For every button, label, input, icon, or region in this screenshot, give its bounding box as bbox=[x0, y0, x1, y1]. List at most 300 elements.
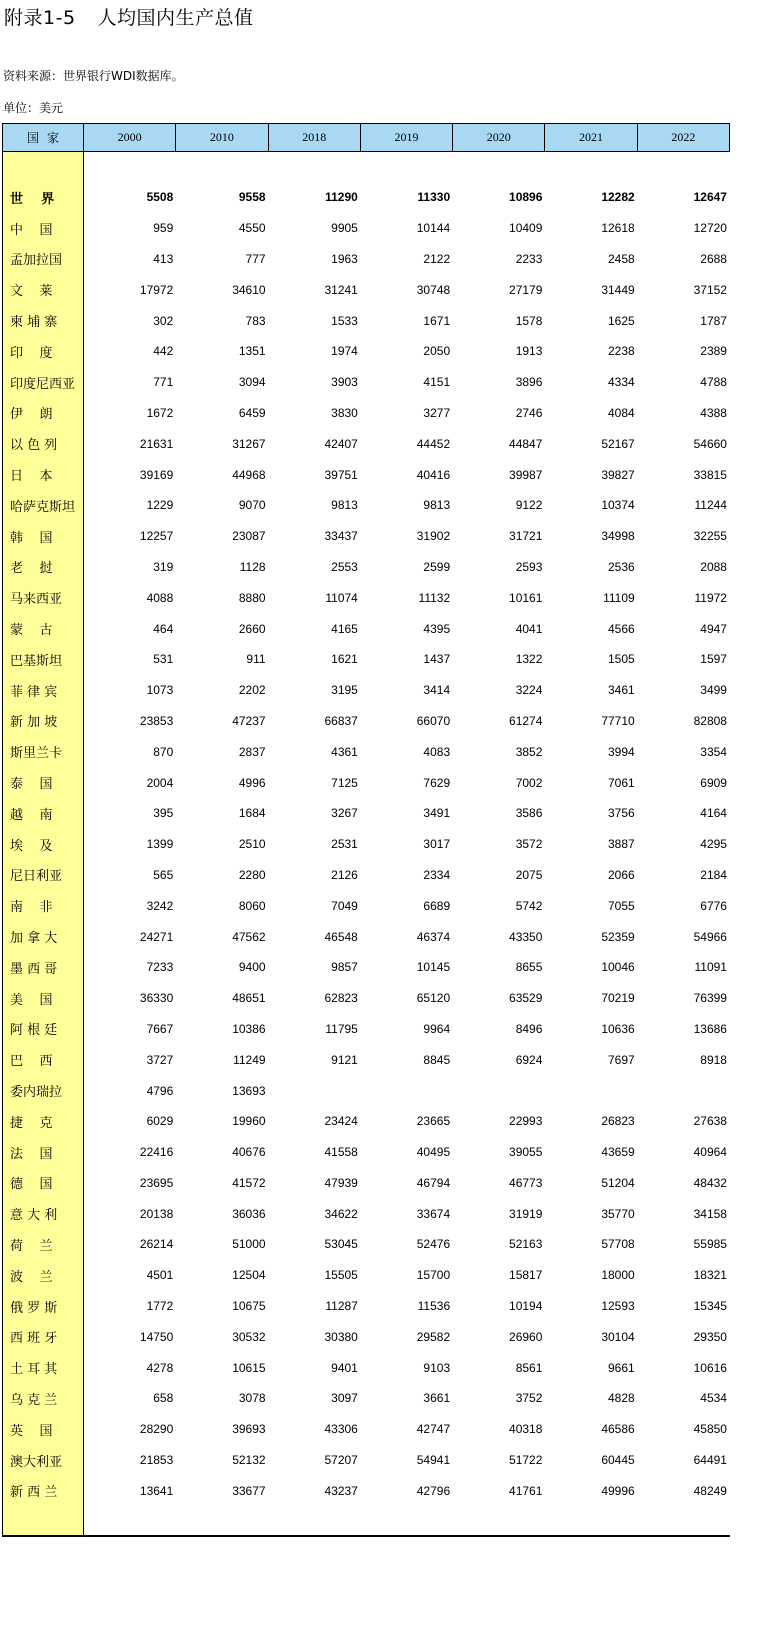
gdp-value-cell: 46374 bbox=[416, 929, 451, 944]
table-body bbox=[2, 182, 730, 1506]
gdp-value-cell: 1229 bbox=[146, 498, 174, 513]
gdp-value-cell: 44452 bbox=[416, 436, 451, 451]
gdp-value-cell: 43237 bbox=[324, 1483, 358, 1498]
gdp-value-cell: 442 bbox=[153, 344, 174, 359]
gdp-value-cell: 42407 bbox=[324, 436, 358, 451]
table-row bbox=[2, 798, 730, 829]
gdp-value-cell: 4164 bbox=[700, 806, 727, 821]
gdp-value-cell: 39169 bbox=[139, 467, 174, 482]
gdp-value-cell: 39055 bbox=[509, 1145, 543, 1160]
gdp-value-cell: 4041 bbox=[515, 621, 543, 636]
gdp-value-cell: 1672 bbox=[146, 405, 174, 420]
table-row bbox=[2, 829, 730, 860]
gdp-value-cell: 1671 bbox=[423, 313, 451, 328]
gdp-value-cell: 40676 bbox=[232, 1145, 266, 1160]
gdp-value-cell: 36036 bbox=[232, 1206, 266, 1221]
gdp-value-cell: 15700 bbox=[416, 1268, 451, 1283]
table-header bbox=[2, 123, 730, 152]
gdp-value-cell: 11249 bbox=[233, 1052, 266, 1067]
table-row bbox=[2, 1260, 730, 1291]
gdp-value-cell: 55985 bbox=[693, 1237, 727, 1252]
gdp-value-cell: 1505 bbox=[607, 652, 635, 667]
year-header: 2022 bbox=[638, 124, 730, 151]
year-header: 2018 bbox=[269, 124, 361, 151]
country-name: 文 莱 bbox=[10, 284, 53, 300]
country-name: 土 耳 其 bbox=[10, 1362, 58, 1378]
gdp-value-cell: 9964 bbox=[423, 1021, 451, 1036]
country-name: 西 班 牙 bbox=[10, 1331, 58, 1347]
gdp-value-cell: 12257 bbox=[139, 529, 174, 544]
gdp-value-cell: 51204 bbox=[601, 1175, 635, 1190]
gdp-value-cell: 52476 bbox=[416, 1237, 451, 1252]
gdp-value-cell: 2126 bbox=[331, 867, 358, 882]
gdp-value-cell: 7055 bbox=[607, 898, 635, 913]
gdp-value-cell: 30380 bbox=[324, 1329, 358, 1344]
table-row bbox=[2, 613, 730, 644]
gdp-value-cell: 12618 bbox=[601, 221, 635, 236]
gdp-value-cell: 13686 bbox=[693, 1021, 727, 1036]
country-name: 韩 国 bbox=[10, 530, 53, 546]
country-name: 阿 根 廷 bbox=[10, 1023, 58, 1039]
gdp-value-cell: 82808 bbox=[693, 713, 727, 728]
gdp-value-cell: 31449 bbox=[601, 282, 635, 297]
gdp-value-cell: 771 bbox=[153, 375, 174, 390]
gdp-value-cell: 3097 bbox=[331, 1391, 358, 1406]
gdp-value-cell: 12593 bbox=[601, 1299, 635, 1314]
table-row bbox=[2, 983, 730, 1014]
gdp-value-cell: 531 bbox=[153, 652, 174, 667]
gdp-value-cell: 3896 bbox=[515, 375, 543, 390]
country-name: 埃 及 bbox=[10, 838, 53, 854]
gdp-value-cell: 47562 bbox=[232, 929, 266, 944]
gdp-value-cell: 2184 bbox=[700, 867, 727, 882]
gdp-value-cell: 19960 bbox=[232, 1114, 266, 1129]
table-row bbox=[2, 1106, 730, 1137]
gdp-value-cell: 11290 bbox=[325, 190, 358, 205]
gdp-value-cell: 959 bbox=[153, 221, 174, 236]
gdp-value-cell: 7697 bbox=[607, 1052, 635, 1067]
gdp-value-cell: 12720 bbox=[693, 221, 727, 236]
table-row bbox=[2, 1321, 730, 1352]
gdp-value-cell: 3499 bbox=[700, 683, 727, 698]
gdp-value-cell: 1597 bbox=[700, 652, 727, 667]
gdp-value-cell: 39751 bbox=[324, 467, 358, 482]
gdp-value-cell: 34158 bbox=[693, 1206, 727, 1221]
gdp-value-cell: 1073 bbox=[146, 683, 174, 698]
gdp-value-cell: 2004 bbox=[146, 775, 174, 790]
page-title bbox=[4, 4, 254, 32]
gdp-value-cell: 2510 bbox=[238, 837, 266, 852]
gdp-value-cell: 46586 bbox=[601, 1422, 635, 1437]
gdp-value-cell: 6029 bbox=[146, 1114, 174, 1129]
gdp-value-cell: 565 bbox=[153, 867, 174, 882]
gdp-value-cell: 46794 bbox=[416, 1175, 451, 1190]
gdp-value-cell: 13641 bbox=[139, 1483, 174, 1498]
gdp-value-cell: 66837 bbox=[324, 713, 358, 728]
table-row bbox=[2, 428, 730, 459]
gdp-value-cell: 20138 bbox=[139, 1206, 174, 1221]
gdp-value-cell: 3017 bbox=[423, 837, 451, 852]
table-row bbox=[2, 860, 730, 891]
table-row bbox=[2, 767, 730, 798]
gdp-value-cell: 23665 bbox=[416, 1114, 451, 1129]
country-name: 伊 朗 bbox=[10, 407, 53, 423]
gdp-value-cell: 34622 bbox=[324, 1206, 358, 1221]
gdp-value-cell: 2837 bbox=[238, 744, 266, 759]
table-row bbox=[2, 1198, 730, 1229]
gdp-value-cell: 658 bbox=[153, 1391, 174, 1406]
gdp-value-cell: 3094 bbox=[238, 375, 266, 390]
gdp-value-cell: 8655 bbox=[515, 960, 543, 975]
gdp-value-cell: 41558 bbox=[324, 1145, 358, 1160]
gdp-value-cell: 45850 bbox=[693, 1422, 727, 1437]
country-name: 泰 国 bbox=[10, 777, 53, 793]
gdp-value-cell: 6776 bbox=[700, 898, 727, 913]
gdp-value-cell: 2202 bbox=[238, 683, 266, 698]
gdp-value-cell: 12504 bbox=[232, 1268, 266, 1283]
gdp-value-cell: 22993 bbox=[509, 1114, 543, 1129]
gdp-value-cell: 2088 bbox=[700, 559, 727, 574]
year-header: 2021 bbox=[545, 124, 637, 151]
gdp-value-cell: 44847 bbox=[509, 436, 543, 451]
gdp-value-cell: 464 bbox=[153, 621, 174, 636]
country-name: 日 本 bbox=[10, 469, 53, 485]
gdp-value-cell: 2122 bbox=[423, 251, 451, 266]
gdp-value-cell: 9122 bbox=[515, 498, 543, 513]
gdp-value-cell: 11244 bbox=[694, 498, 727, 513]
gdp-value-cell: 76399 bbox=[693, 991, 727, 1006]
gdp-value-cell: 11287 bbox=[325, 1299, 358, 1314]
gdp-value-cell: 54660 bbox=[693, 436, 727, 451]
gdp-value-cell: 9103 bbox=[423, 1360, 451, 1375]
gdp-value-cell: 1772 bbox=[146, 1299, 174, 1314]
gdp-value-cell: 7002 bbox=[515, 775, 543, 790]
gdp-value-cell: 8496 bbox=[515, 1021, 543, 1036]
country-name: 菲 律 宾 bbox=[10, 684, 58, 700]
gdp-value-cell: 9813 bbox=[423, 498, 451, 513]
country-name: 柬 埔 寨 bbox=[10, 315, 58, 331]
gdp-value-cell: 10046 bbox=[601, 960, 635, 975]
gdp-value-cell: 2238 bbox=[607, 344, 635, 359]
gdp-value-cell: 41572 bbox=[232, 1175, 266, 1190]
gdp-value-cell: 10161 bbox=[509, 590, 543, 605]
table-row bbox=[2, 552, 730, 583]
gdp-value-cell: 11972 bbox=[694, 590, 727, 605]
gdp-value-cell: 870 bbox=[153, 744, 174, 759]
country-name: 斯里兰卡 bbox=[10, 746, 63, 762]
country-name: 波 兰 bbox=[10, 1269, 53, 1285]
table-row bbox=[2, 1168, 730, 1199]
gdp-value-cell: 33677 bbox=[232, 1483, 266, 1498]
gdp-value-cell: 18000 bbox=[601, 1268, 635, 1283]
gdp-value-cell: 10194 bbox=[509, 1299, 543, 1314]
gdp-value-cell: 34998 bbox=[601, 529, 635, 544]
gdp-value-cell: 30532 bbox=[232, 1329, 266, 1344]
table-row bbox=[2, 274, 730, 305]
appendix-label: 附录1-5 bbox=[4, 7, 76, 29]
table-row bbox=[2, 490, 730, 521]
table-row bbox=[2, 521, 730, 552]
gdp-value-cell: 66070 bbox=[416, 713, 451, 728]
table-row bbox=[2, 675, 730, 706]
gdp-value-cell: 4295 bbox=[700, 837, 727, 852]
table-row bbox=[2, 1352, 730, 1383]
gdp-value-cell: 42747 bbox=[416, 1422, 451, 1437]
gdp-value-cell: 10374 bbox=[601, 498, 635, 513]
gdp-value-cell: 4088 bbox=[146, 590, 174, 605]
gdp-value-cell: 1625 bbox=[607, 313, 635, 328]
gdp-value-cell: 2233 bbox=[515, 251, 543, 266]
gdp-value-cell: 8918 bbox=[700, 1052, 727, 1067]
gdp-value-cell: 51000 bbox=[232, 1237, 266, 1252]
gdp-value-cell: 11132 bbox=[418, 590, 451, 605]
table-row bbox=[2, 1137, 730, 1168]
gdp-value-cell: 1322 bbox=[515, 652, 543, 667]
country-name: 印度尼西亚 bbox=[10, 376, 76, 392]
gdp-value-cell: 11109 bbox=[603, 590, 635, 605]
gdp-value-cell: 2280 bbox=[238, 867, 266, 882]
gdp-value-cell: 3756 bbox=[607, 806, 635, 821]
gdp-value-cell: 27179 bbox=[509, 282, 543, 297]
gdp-value-cell: 3461 bbox=[607, 683, 635, 698]
gdp-value-cell: 11074 bbox=[325, 590, 358, 605]
gdp-value-cell: 777 bbox=[245, 251, 266, 266]
country-name: 南 非 bbox=[10, 900, 53, 916]
gdp-value-cell: 2389 bbox=[700, 344, 727, 359]
gdp-value-cell: 4388 bbox=[700, 405, 727, 420]
gdp-value-cell: 9401 bbox=[331, 1360, 358, 1375]
gdp-value-cell: 319 bbox=[153, 559, 174, 574]
table-row bbox=[2, 398, 730, 429]
gdp-value-cell: 43306 bbox=[324, 1422, 358, 1437]
gdp-value-cell: 77710 bbox=[601, 713, 635, 728]
country-name: 新 加 坡 bbox=[10, 715, 58, 731]
gdp-value-cell: 6459 bbox=[238, 405, 266, 420]
gdp-value-cell: 63529 bbox=[509, 991, 543, 1006]
gdp-value-cell: 4083 bbox=[423, 744, 451, 759]
gdp-value-cell: 3752 bbox=[515, 1391, 543, 1406]
gdp-value-cell: 1128 bbox=[239, 559, 266, 574]
gdp-value-cell: 302 bbox=[153, 313, 174, 328]
gdp-value-cell: 31267 bbox=[232, 436, 266, 451]
gdp-value-cell: 52167 bbox=[601, 436, 635, 451]
gdp-value-cell: 47237 bbox=[232, 713, 266, 728]
country-name: 新 西 兰 bbox=[10, 1485, 58, 1501]
gdp-value-cell: 7061 bbox=[607, 775, 635, 790]
gdp-value-cell: 48249 bbox=[693, 1483, 727, 1498]
gdp-value-cell: 54941 bbox=[416, 1453, 451, 1468]
gdp-value-cell: 3852 bbox=[515, 744, 543, 759]
gdp-value-cell: 21853 bbox=[139, 1453, 174, 1468]
gdp-value-cell: 31241 bbox=[324, 282, 358, 297]
table-row bbox=[2, 952, 730, 983]
gdp-value-cell: 4501 bbox=[146, 1268, 174, 1283]
gdp-value-cell: 3572 bbox=[515, 837, 543, 852]
gdp-value-cell: 911 bbox=[246, 652, 266, 667]
gdp-value-cell: 1963 bbox=[331, 251, 358, 266]
gdp-value-cell: 60445 bbox=[601, 1453, 635, 1468]
country-header: 国家 bbox=[2, 124, 84, 151]
gdp-value-cell: 40495 bbox=[416, 1145, 451, 1160]
gdp-value-cell: 40964 bbox=[693, 1145, 727, 1160]
table-row bbox=[2, 244, 730, 275]
gdp-value-cell: 41761 bbox=[509, 1483, 543, 1498]
gdp-value-cell: 18321 bbox=[693, 1268, 727, 1283]
gdp-value-cell: 57207 bbox=[324, 1453, 358, 1468]
gdp-value-cell: 31721 bbox=[509, 529, 543, 544]
gdp-value-cell: 35770 bbox=[601, 1206, 635, 1221]
gdp-value-cell: 64491 bbox=[693, 1453, 727, 1468]
gdp-value-cell: 8060 bbox=[238, 898, 266, 913]
gdp-value-cell: 48651 bbox=[232, 991, 266, 1006]
gdp-value-cell: 23853 bbox=[139, 713, 174, 728]
gdp-value-cell: 21631 bbox=[139, 436, 174, 451]
country-name: 法 国 bbox=[10, 1146, 53, 1162]
year-header: 2020 bbox=[453, 124, 545, 151]
table-row bbox=[2, 1075, 730, 1106]
gdp-value-cell: 32255 bbox=[693, 529, 727, 544]
gdp-value-cell: 4788 bbox=[700, 375, 727, 390]
table-row bbox=[2, 336, 730, 367]
gdp-value-cell: 3267 bbox=[331, 806, 358, 821]
gdp-value-cell: 12282 bbox=[601, 190, 635, 205]
country-name: 巴 西 bbox=[10, 1054, 53, 1070]
gdp-value-cell: 1351 bbox=[238, 344, 266, 359]
gdp-value-cell: 12647 bbox=[693, 190, 727, 205]
gdp-value-cell: 4550 bbox=[238, 221, 266, 236]
gdp-value-cell: 6909 bbox=[700, 775, 727, 790]
country-name: 美 国 bbox=[10, 992, 53, 1008]
table-title: 人均国内生产总值 bbox=[97, 7, 254, 29]
gdp-value-cell: 3224 bbox=[515, 683, 543, 698]
gdp-value-cell: 1787 bbox=[700, 313, 727, 328]
gdp-value-cell: 4796 bbox=[146, 1083, 174, 1098]
gdp-value-cell: 11795 bbox=[325, 1021, 358, 1036]
gdp-value-cell: 3994 bbox=[607, 744, 635, 759]
country-name: 捷 克 bbox=[10, 1115, 53, 1131]
gdp-value-cell: 7233 bbox=[146, 960, 174, 975]
gdp-value-cell: 5508 bbox=[146, 190, 174, 205]
gdp-value-cell: 31919 bbox=[509, 1206, 543, 1221]
table-bottom-border bbox=[2, 1535, 730, 1537]
country-name: 巴基斯坦 bbox=[10, 653, 63, 669]
gdp-value-cell: 9661 bbox=[607, 1360, 635, 1375]
gdp-value-cell: 65120 bbox=[416, 991, 451, 1006]
gdp-value-cell: 52163 bbox=[509, 1237, 543, 1252]
gdp-value-cell: 10145 bbox=[416, 960, 451, 975]
gdp-value-cell: 7125 bbox=[331, 775, 358, 790]
gdp-value-cell: 39693 bbox=[232, 1422, 266, 1437]
gdp-value-cell: 4534 bbox=[700, 1391, 727, 1406]
gdp-value-cell: 15505 bbox=[324, 1268, 358, 1283]
gdp-value-cell: 2458 bbox=[607, 251, 635, 266]
gdp-value-cell: 3414 bbox=[423, 683, 451, 698]
country-name: 蒙 古 bbox=[10, 623, 53, 639]
table-row bbox=[2, 644, 730, 675]
gdp-value-cell: 57708 bbox=[601, 1237, 635, 1252]
gdp-value-cell: 1974 bbox=[331, 344, 358, 359]
table-row bbox=[2, 582, 730, 613]
gdp-value-cell: 1621 bbox=[331, 652, 358, 667]
gdp-value-cell: 34610 bbox=[232, 282, 266, 297]
gdp-value-cell: 14750 bbox=[139, 1329, 174, 1344]
gdp-value-cell: 7667 bbox=[146, 1021, 174, 1036]
gdp-value-cell: 2075 bbox=[515, 867, 543, 882]
gdp-value-cell: 70219 bbox=[601, 991, 635, 1006]
country-name: 尼日利亚 bbox=[10, 869, 63, 885]
gdp-value-cell: 4996 bbox=[238, 775, 266, 790]
year-header: 2000 bbox=[84, 124, 176, 151]
gdp-value-cell: 4395 bbox=[423, 621, 451, 636]
gdp-value-cell: 2660 bbox=[238, 621, 266, 636]
gdp-value-cell: 3586 bbox=[515, 806, 543, 821]
gdp-value-cell: 23695 bbox=[139, 1175, 174, 1190]
table-row bbox=[2, 459, 730, 490]
country-name: 越 南 bbox=[10, 807, 53, 823]
gdp-value-cell: 10409 bbox=[509, 221, 543, 236]
country-name: 英 国 bbox=[10, 1423, 53, 1439]
table-row bbox=[2, 890, 730, 921]
gdp-value-cell: 3354 bbox=[700, 744, 727, 759]
gdp-value-cell: 33674 bbox=[416, 1206, 451, 1221]
gdp-value-cell: 10615 bbox=[232, 1360, 266, 1375]
country-name: 乌 克 兰 bbox=[10, 1392, 58, 1408]
gdp-value-cell: 10636 bbox=[601, 1021, 635, 1036]
table-row bbox=[2, 1414, 730, 1445]
gdp-value-cell: 2593 bbox=[515, 559, 543, 574]
gdp-value-cell: 29350 bbox=[693, 1329, 727, 1344]
gdp-value-cell: 11330 bbox=[417, 190, 451, 205]
gdp-value-cell: 10675 bbox=[232, 1299, 266, 1314]
gdp-value-cell: 4151 bbox=[423, 375, 451, 390]
gdp-value-cell: 33815 bbox=[693, 467, 727, 482]
gdp-value-cell: 30748 bbox=[416, 282, 451, 297]
gdp-value-cell: 40318 bbox=[509, 1422, 543, 1437]
gdp-value-cell: 4828 bbox=[607, 1391, 635, 1406]
gdp-value-cell: 26960 bbox=[509, 1329, 543, 1344]
gdp-value-cell: 33437 bbox=[324, 529, 358, 544]
table-row bbox=[2, 305, 730, 336]
gdp-value-cell: 49996 bbox=[601, 1483, 635, 1498]
table-row bbox=[2, 213, 730, 244]
country-name: 委内瑞拉 bbox=[10, 1085, 63, 1100]
gdp-value-cell: 4361 bbox=[331, 744, 358, 759]
gdp-value-cell: 2066 bbox=[607, 867, 635, 882]
table-row bbox=[2, 1383, 730, 1414]
gdp-value-cell: 13693 bbox=[232, 1083, 266, 1098]
gdp-value-cell: 52132 bbox=[232, 1453, 266, 1468]
year-header: 2019 bbox=[361, 124, 453, 151]
country-name: 马来西亚 bbox=[10, 592, 63, 608]
gdp-value-cell: 17972 bbox=[139, 282, 174, 297]
gdp-value-cell: 2531 bbox=[331, 837, 358, 852]
gdp-value-cell: 61274 bbox=[509, 713, 543, 728]
gdp-value-cell: 2334 bbox=[423, 867, 451, 882]
table-row bbox=[2, 1291, 730, 1322]
gdp-value-cell: 2536 bbox=[607, 559, 635, 574]
gdp-value-cell: 1684 bbox=[238, 806, 266, 821]
gdp-value-cell: 9813 bbox=[331, 498, 358, 513]
gdp-value-cell: 6689 bbox=[423, 898, 451, 913]
gdp-value-cell: 53045 bbox=[324, 1237, 358, 1252]
gdp-value-cell: 37152 bbox=[693, 282, 727, 297]
gdp-value-cell: 46548 bbox=[324, 929, 358, 944]
gdp-value-cell: 2553 bbox=[331, 559, 358, 574]
gdp-value-cell: 3195 bbox=[331, 683, 358, 698]
gdp-value-cell: 51722 bbox=[509, 1453, 543, 1468]
table-row bbox=[2, 367, 730, 398]
gdp-value-cell: 2688 bbox=[700, 251, 727, 266]
